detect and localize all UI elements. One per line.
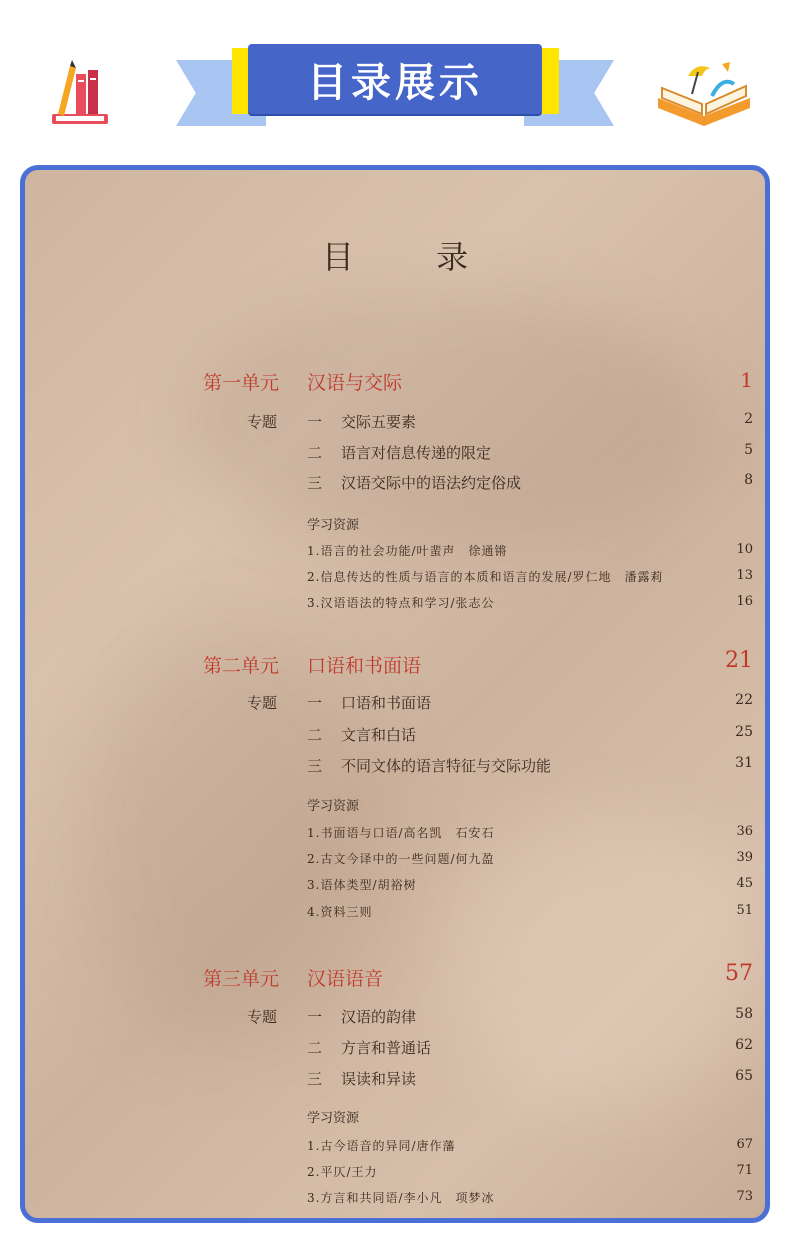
topic-page: 62 bbox=[735, 1037, 753, 1053]
open-book-icon bbox=[652, 58, 756, 128]
resource-page: 45 bbox=[736, 876, 753, 891]
topic-page: 65 bbox=[735, 1068, 753, 1084]
document-frame bbox=[20, 165, 770, 1223]
topic-number: 一 bbox=[307, 413, 323, 431]
books-icon bbox=[48, 58, 112, 130]
topic-row bbox=[307, 724, 753, 748]
resource-page: 10 bbox=[736, 542, 753, 557]
topic-page: 25 bbox=[735, 724, 753, 740]
resource-name: 2.古文今译中的一些问题/何九盈 bbox=[307, 852, 495, 866]
topic-page: 2 bbox=[744, 411, 753, 427]
resource-row bbox=[307, 1137, 753, 1157]
unit-name: 汉语与交际 bbox=[307, 372, 403, 394]
resource-name: 1.语言的社会功能/叶蜚声 徐通锵 bbox=[307, 544, 508, 558]
unit-heading bbox=[203, 961, 753, 994]
resources-heading: 学习资源 bbox=[307, 1111, 360, 1126]
topic-name: 口语和书面语 bbox=[341, 694, 432, 712]
topic-name: 文言和白话 bbox=[341, 726, 417, 744]
topic-label: 专题 bbox=[247, 413, 278, 431]
topic-label: 专题 bbox=[247, 694, 278, 712]
topic-row bbox=[307, 1068, 753, 1092]
topic-label: 专题 bbox=[247, 1008, 278, 1026]
topic-name: 汉语的韵律 bbox=[341, 1008, 417, 1026]
resource-name: 3.汉语语法的特点和学习/张志公 bbox=[307, 596, 495, 610]
resource-name: 3.方言和共同语/李小凡 项梦冰 bbox=[307, 1191, 495, 1205]
unit-page: 1 bbox=[740, 368, 753, 392]
unit-heading bbox=[203, 368, 753, 398]
resource-row bbox=[307, 903, 753, 923]
topic-row bbox=[307, 411, 753, 435]
resource-page: 73 bbox=[736, 1189, 753, 1204]
resource-row bbox=[307, 594, 753, 614]
topic-page: 8 bbox=[744, 472, 753, 488]
resources-heading: 学习资源 bbox=[307, 518, 360, 533]
topic-number: 一 bbox=[307, 1008, 323, 1026]
topic-page: 5 bbox=[744, 442, 753, 458]
resource-page: 39 bbox=[736, 850, 753, 865]
resource-name: 1.书面语与口语/高名凯 石安石 bbox=[307, 826, 495, 840]
resource-page: 13 bbox=[736, 568, 753, 583]
unit-name: 口语和书面语 bbox=[307, 655, 422, 677]
resource-name: 2.平仄/王力 bbox=[307, 1165, 378, 1179]
resource-page: 71 bbox=[736, 1163, 753, 1178]
toc-title: 目 录 bbox=[321, 238, 505, 276]
banner-title: 目录展示 bbox=[248, 44, 542, 114]
resource-name: 3.语体类型/胡裕树 bbox=[307, 878, 417, 892]
header-banner bbox=[0, 0, 790, 150]
unit-heading bbox=[203, 648, 753, 681]
topic-name: 误读和异读 bbox=[341, 1070, 417, 1088]
topic-page: 22 bbox=[735, 692, 753, 708]
unit-number: 第三单元 bbox=[203, 968, 280, 990]
topic-name: 不同文体的语言特征与交际功能 bbox=[341, 757, 552, 775]
topic-row bbox=[307, 472, 753, 496]
unit-number: 第一单元 bbox=[203, 372, 280, 394]
unit-name: 汉语语音 bbox=[307, 968, 384, 990]
resource-row bbox=[307, 568, 753, 588]
topic-row bbox=[307, 1037, 753, 1061]
topic-name: 汉语交际中的语法约定俗成 bbox=[341, 474, 522, 492]
resource-page: 36 bbox=[736, 824, 753, 839]
topic-number: 二 bbox=[307, 444, 323, 462]
topic-name: 方言和普通话 bbox=[341, 1039, 432, 1057]
topic-row bbox=[307, 1006, 753, 1030]
topic-row bbox=[307, 692, 753, 716]
topic-row bbox=[307, 755, 753, 779]
resource-row bbox=[307, 1189, 753, 1209]
resource-row bbox=[307, 876, 753, 896]
resource-name: 4.资料三则 bbox=[307, 905, 373, 919]
resource-page: 67 bbox=[736, 1137, 753, 1152]
topic-page: 31 bbox=[735, 755, 753, 771]
topic-number: 三 bbox=[307, 1070, 323, 1088]
topic-page: 58 bbox=[735, 1006, 753, 1022]
resource-row bbox=[307, 850, 753, 870]
resource-page: 51 bbox=[736, 903, 753, 918]
resource-row bbox=[307, 824, 753, 844]
topic-number: 三 bbox=[307, 474, 323, 492]
resource-name: 1.古今语音的异同/唐作藩 bbox=[307, 1139, 456, 1153]
topic-number: 二 bbox=[307, 1039, 323, 1057]
topic-number: 二 bbox=[307, 726, 323, 744]
unit-page: 21 bbox=[725, 648, 753, 673]
resources-heading: 学习资源 bbox=[307, 799, 360, 814]
topic-name: 交际五要素 bbox=[341, 413, 417, 431]
resource-row bbox=[307, 1163, 753, 1183]
resource-name: 2.信息传达的性质与语言的本质和语言的发展/罗仁地 潘露莉 bbox=[307, 570, 664, 584]
topic-row bbox=[307, 442, 753, 466]
topic-name: 语言对信息传递的限定 bbox=[341, 444, 492, 462]
topic-number: 三 bbox=[307, 757, 323, 775]
topic-number: 一 bbox=[307, 694, 323, 712]
resource-page: 16 bbox=[736, 594, 753, 609]
resource-row bbox=[307, 542, 753, 562]
unit-page: 57 bbox=[725, 961, 753, 986]
unit-number: 第二单元 bbox=[203, 655, 280, 677]
